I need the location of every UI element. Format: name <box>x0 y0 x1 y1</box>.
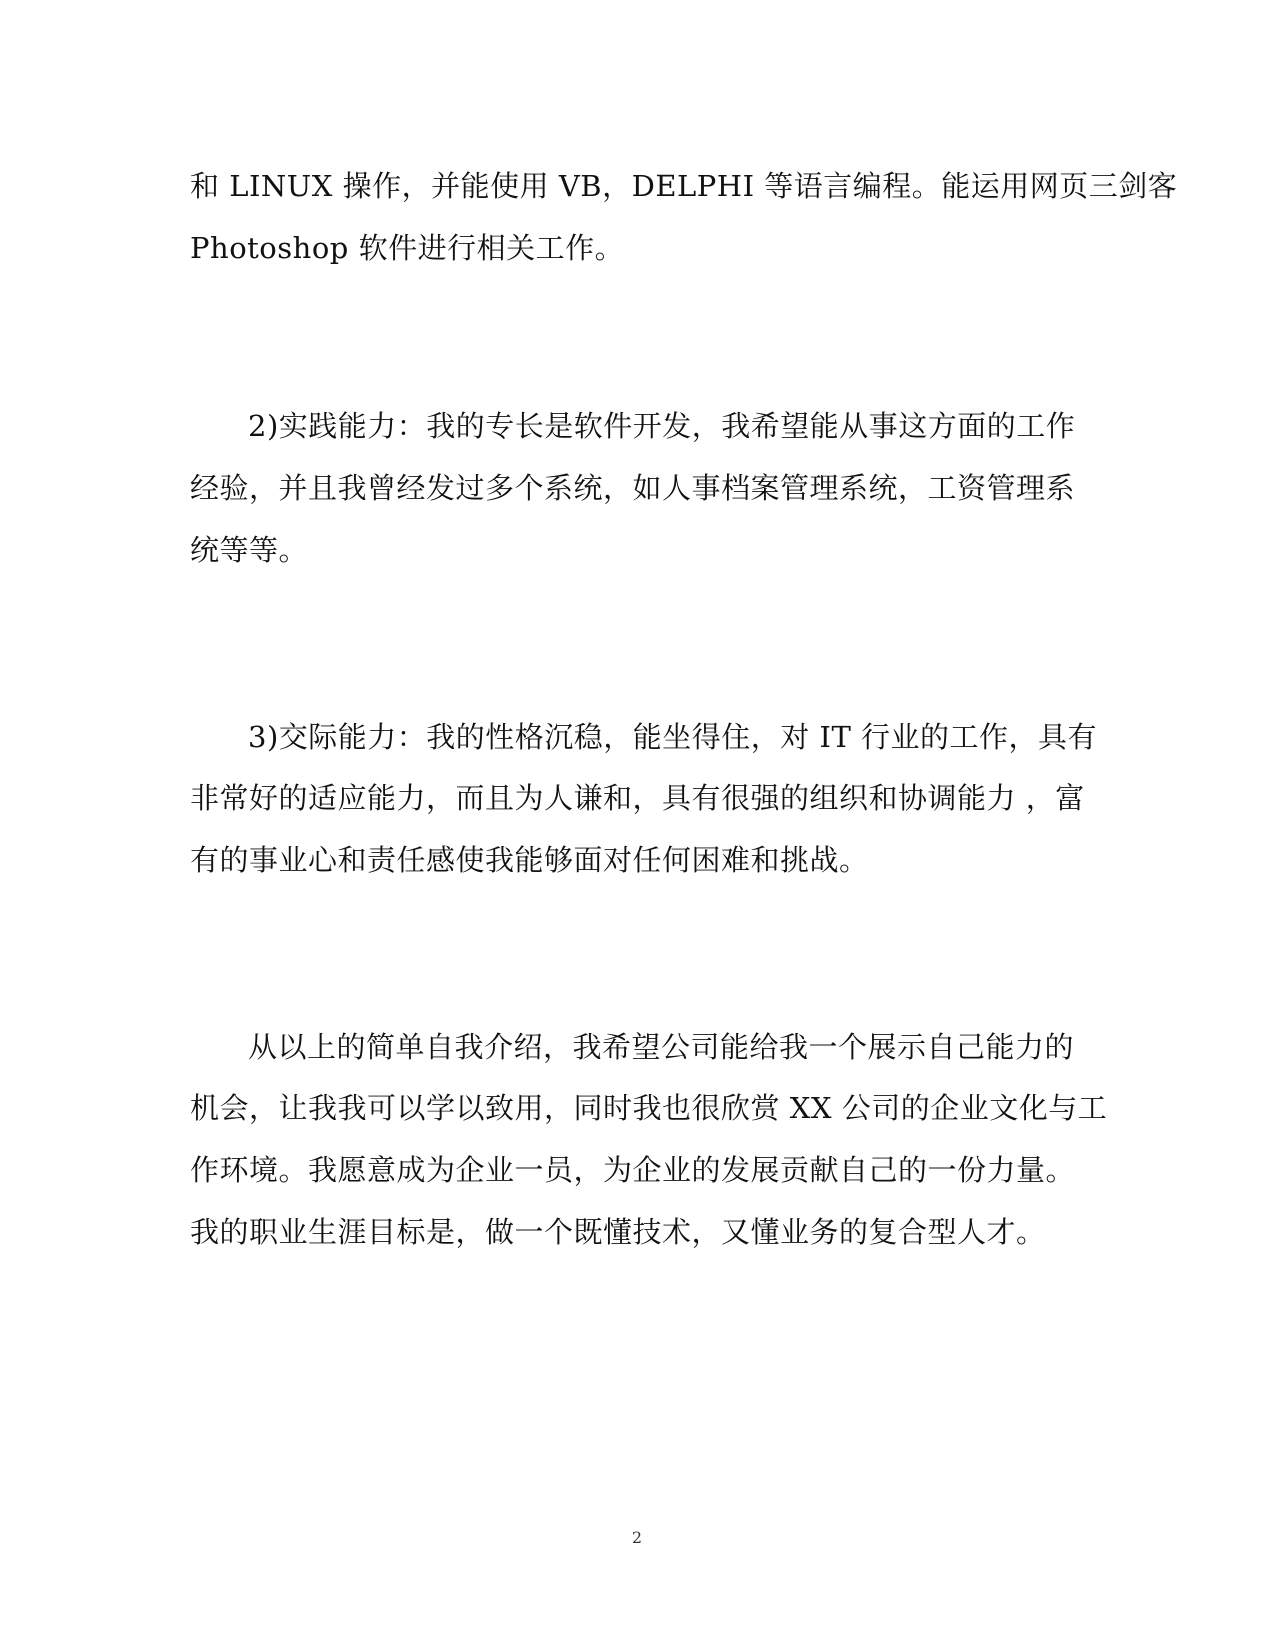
page-number: 2 <box>631 1528 643 1547</box>
paragraph-1-line-1: 和 LINUX 操作，并能使用 VB，DELPHI 等语言编程。能运用网页三剑客 <box>190 169 1178 203</box>
paragraph-2-line-2: 经验，并且我曾经发过多个系统，如人事档案管理系统，工资管理系 <box>190 471 1076 505</box>
paragraph-1-line-2: Photoshop 软件进行相关工作。 <box>190 231 625 265</box>
paragraph-3-line-1: 3)交际能力：我的性格沉稳，能坐得住，对 IT 行业的工作，具有 <box>248 720 1098 754</box>
paragraph-2-line-1: 2)实践能力：我的专长是软件开发，我希望能从事这方面的工作 <box>248 409 1076 443</box>
paragraph-4-line-2: 机会，让我我可以学以致用，同时我也很欣赏 XX 公司的企业文化与工 <box>190 1091 1108 1125</box>
paragraph-3-line-3: 有的事业心和责任感使我能够面对任何困难和挑战。 <box>190 843 869 877</box>
paragraph-3-line-2: 非常好的适应能力，而且为人谦和，具有很强的组织和协调能力 ，富 <box>190 781 1085 815</box>
paragraph-4-line-3: 作环境。我愿意成为企业一员，为企业的发展贡献自己的一份力量。 <box>190 1153 1076 1187</box>
paragraph-4-line-1: 从以上的简单自我介绍，我希望公司能给我一个展示自己能力的 <box>248 1030 1075 1064</box>
paragraph-2-line-3: 统等等。 <box>190 533 309 567</box>
paragraph-4-line-4: 我的职业生涯目标是，做一个既懂技术，又懂业务的复合型人才。 <box>190 1215 1046 1249</box>
